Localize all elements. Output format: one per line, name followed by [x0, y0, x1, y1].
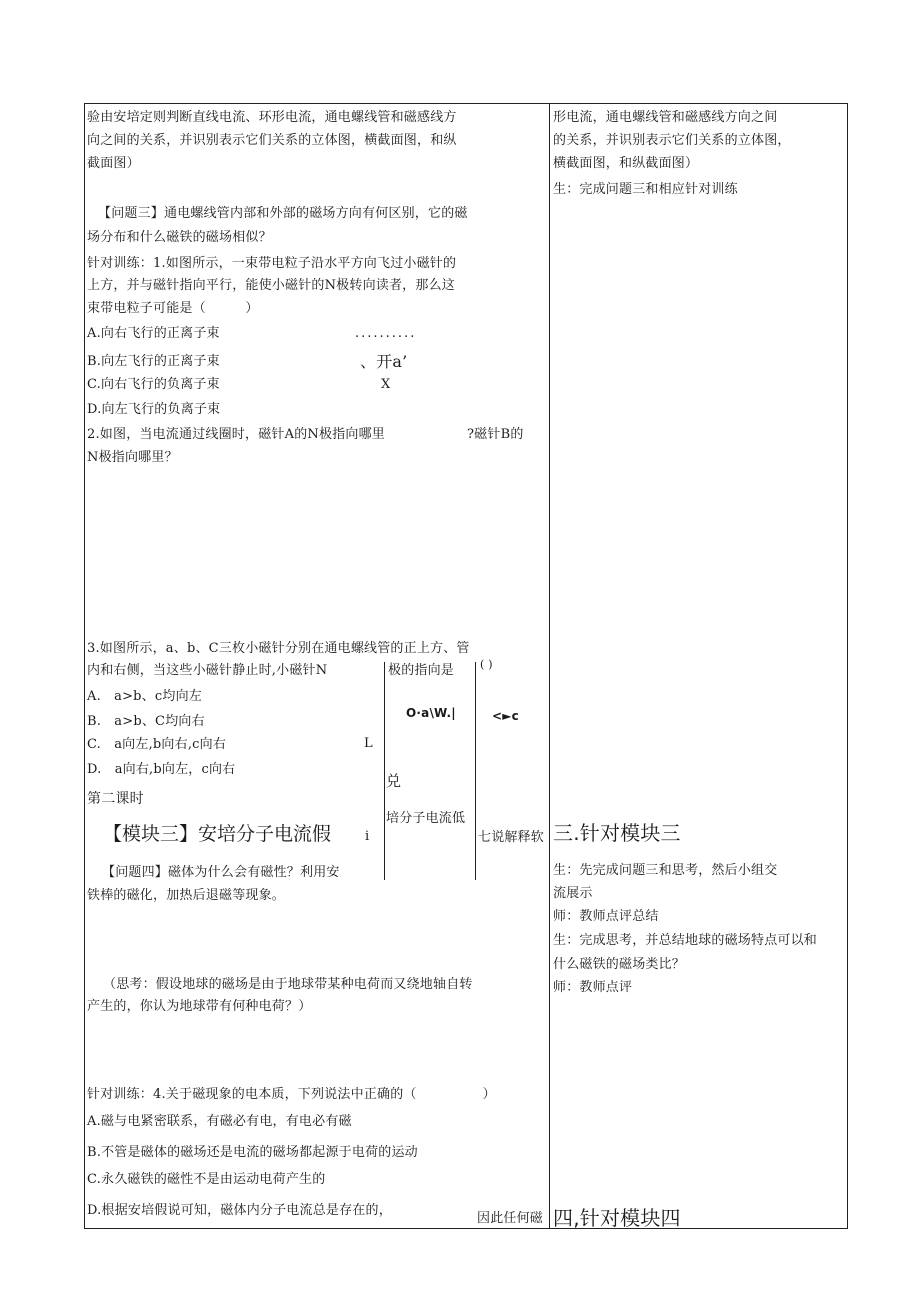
figure-3-label-a: O·a\W.|	[406, 706, 456, 720]
training-1-option-c: C.向右飞行的负离子束	[87, 377, 220, 392]
training-1-option-d: D.向左飞行的负离子束	[87, 402, 221, 417]
figure-3-label-c: <►c	[492, 709, 519, 723]
question-3-line-2: 场分布和什么磁铁的磁场相似？	[87, 230, 272, 245]
right-intro-line-3: 横截面图，和纵截面图）	[553, 156, 699, 171]
student-activity-q3: 生：完成问题三和相应针对训练	[553, 182, 738, 197]
activity-line-3: 师：教师点评总结	[553, 909, 659, 924]
training-4-option-a: A.磁与电紧密联系，有磁必有电，有电必有磁	[87, 1114, 352, 1129]
module-3-heading: 三.针对模块三	[553, 821, 681, 845]
question-3b-paren: ( )	[480, 658, 493, 671]
module-3-title: 【模块三】安培分子电流假	[103, 823, 332, 845]
training-4-option-c: C.永久磁铁的磁性不是由运动电荷产生的	[87, 1172, 326, 1187]
activity-line-4: 生：完成思考，并总结地球的磁场特点可以和	[553, 933, 818, 948]
question-3b-line-2: 内和右侧，当这些小磁针静止时,小磁针N	[87, 663, 328, 678]
intro-line-1: 验由安培定则判断直线电流、环形电流，通电螺线管和磁感线方	[87, 110, 457, 125]
figure-3-label-dui: 兑	[386, 772, 402, 790]
training-4-option-b: B.不管是磁体的磁场还是电流的磁场都起源于电荷的运动	[87, 1145, 418, 1160]
question-3-line-1: 【问题三】通电螺线管内部和外部的磁场方向有何区别，它的磁	[98, 206, 468, 221]
training-1-option-b: B.向左飞行的正离子束	[87, 354, 220, 369]
training-1-line-3: 束带电粒子可能是（ ）	[87, 301, 259, 316]
figure-1-x: X	[381, 377, 391, 392]
module-3-right-fragment: 七说解释软	[478, 830, 545, 845]
training-4-line: 针对训练：4.关于磁现象的电本质，下列说法中正确的（ ）	[87, 1087, 496, 1102]
question-3b-line-1: 3.如图所示，a、b、C三枚小磁针分别在通电螺线管的正上方、管	[87, 641, 470, 656]
lesson-2-title: 第二课时	[87, 791, 144, 807]
question-4-line-1: 【问题四】磁体为什么会有磁性？利用安	[102, 865, 340, 880]
activity-line-5: 什么磁铁的磁场类比？	[553, 957, 686, 972]
figure-3-rule-right	[475, 662, 476, 880]
training-1-line-1: 针对训练：1.如图所示，一束带电粒子沿水平方向飞过小磁针的	[87, 256, 457, 271]
question-4-line-2: 铁棒的磁化，加热后退磁等现象。	[87, 888, 286, 903]
think-line-1: （思考：假设地球的磁场是由于地球带某种电荷而又绕地轴自转	[103, 977, 473, 992]
training-4-tail: 因此任何磁	[477, 1211, 544, 1226]
intro-line-3: 截面图）	[87, 156, 140, 171]
question-3b-line-2-right: 极的指向是	[388, 663, 455, 678]
activity-line-6: 师：教师点评	[553, 980, 633, 995]
question-3b-option-d: D. a向右,b向左，c向右	[87, 762, 236, 777]
question-3b-option-c: C. a向左,b向右,c向右	[87, 737, 227, 752]
figure-3-label-l: L	[364, 736, 373, 751]
figure-1-dots: ..........	[355, 326, 417, 341]
figure-1-label: 、开a’	[360, 352, 408, 371]
right-intro-line-2: 的关系，并识别表示它们关系的立体图，	[553, 133, 791, 148]
figure-3-rule-left	[384, 662, 385, 880]
activity-line-1: 生：先完成问题三和思考，然后小组交	[553, 863, 778, 878]
module-4-heading: 四,针对模块四	[553, 1206, 681, 1230]
module-3-fragment: 培分子电流低	[386, 811, 466, 826]
module-3-title-tail: i	[365, 829, 370, 844]
activity-line-2: 流展示	[553, 886, 593, 901]
question-3b-option-a: A. a>b、c均向左	[87, 689, 202, 704]
training-1-option-a: A.向右飞行的正离子束	[87, 326, 220, 341]
question-2-line-2: N极指向哪里？	[87, 450, 178, 465]
question-2-line-1: 2.如图，当电流通过线圈时，磁针A的N极指向哪里	[87, 427, 385, 442]
column-divider	[549, 103, 550, 1229]
right-intro-line-1: 形电流，通电螺线管和磁感线方向之间	[553, 110, 778, 125]
think-line-2: 产生的，你认为地球带有何种电荷？）	[87, 999, 312, 1014]
question-2-line-1-right: ?磁针B的	[467, 427, 524, 442]
training-1-line-2: 上方，并与磁针指向平行，能使小磁针的N极转向读者，那么这	[87, 278, 455, 293]
training-4-option-d: D.根据安培假说可知，磁体内分子电流总是存在的，	[87, 1203, 392, 1218]
question-3b-option-b: B. a>b、C均向右	[87, 714, 205, 729]
intro-line-2: 向之间的关系，并识别表示它们关系的立体图，横截面图，和纵	[87, 133, 457, 148]
